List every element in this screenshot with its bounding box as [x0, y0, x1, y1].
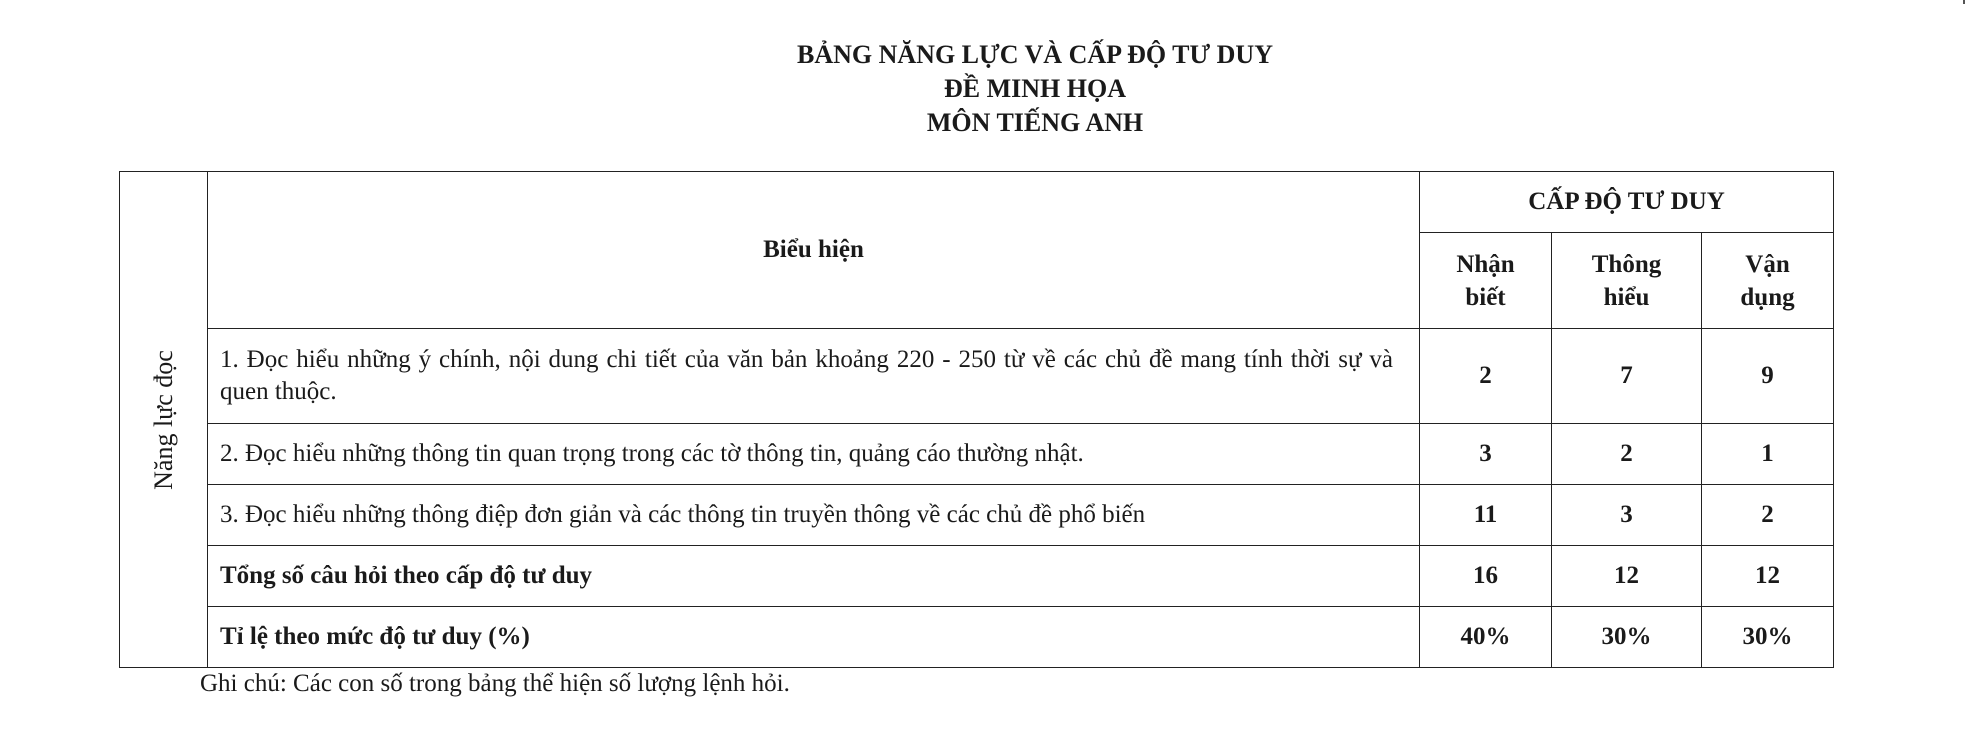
row-3-application: 2	[1702, 485, 1834, 546]
row-2-application: 1	[1702, 424, 1834, 485]
table-row	[120, 424, 1834, 485]
header-level-application-line1: Vận	[1745, 250, 1790, 278]
row-1-application: 9	[1702, 329, 1834, 424]
total-comprehension: 12	[1552, 546, 1702, 607]
title-line-3: MÔN TIẾNG ANH	[926, 108, 1144, 137]
header-level-application-line2: dụng	[1740, 283, 1795, 311]
ratio-comprehension: 30%	[1552, 607, 1702, 668]
header-level-comprehension-line2: hiểu	[1603, 283, 1650, 311]
header-expression: Biểu hiện	[208, 172, 1420, 329]
row-2-description: 2. Đọc hiểu những thông tin quan trọng trong các tờ thông tin, quảng cáo thường nhật.	[208, 424, 1420, 485]
scan-mark	[1963, 0, 1965, 4]
row-3-comprehension: 3	[1552, 485, 1702, 546]
table-row	[120, 329, 1834, 424]
row-2-recognition: 3	[1420, 424, 1552, 485]
header-level-recognition-line1: Nhận	[1456, 250, 1515, 278]
ratio-application: 30%	[1702, 607, 1834, 668]
header-row-1	[120, 172, 1834, 233]
total-row	[120, 546, 1834, 607]
row-1-description: 1. Đọc hiểu những ý chính, nội dung chi tiết của văn bản khoảng 220 - 250 từ về các chủ đề mang tính thời sự và quen thuộc.	[208, 329, 1420, 424]
total-label: Tổng số câu hỏi theo cấp độ tư duy	[208, 546, 1420, 607]
document-title	[0, 38, 1969, 140]
header-level-application	[1702, 233, 1834, 329]
ratio-recognition: 40%	[1420, 607, 1552, 668]
total-recognition: 16	[1420, 546, 1552, 607]
title-line-1: BẢNG NĂNG LỰC VÀ CẤP ĐỘ TƯ DUY	[797, 40, 1273, 69]
footnote: Ghi chú: Các con số trong bảng thể hiện số lượng lệnh hỏi.	[200, 670, 790, 697]
side-label-cell	[120, 172, 208, 668]
header-level-recognition	[1420, 233, 1552, 329]
side-label: Năng lực đọc	[148, 349, 178, 490]
row-3-recognition: 11	[1420, 485, 1552, 546]
header-level-group: CẤP ĐỘ TƯ DUY	[1420, 172, 1834, 233]
table-row	[120, 485, 1834, 546]
row-1-comprehension: 7	[1552, 329, 1702, 424]
row-2-comprehension: 2	[1552, 424, 1702, 485]
ratio-row	[120, 607, 1834, 668]
row-1-recognition: 2	[1420, 329, 1552, 424]
header-level-comprehension	[1552, 233, 1702, 329]
header-level-recognition-line2: biết	[1465, 283, 1506, 311]
row-3-description: 3. Đọc hiểu những thông điệp đơn giản và các thông tin truyền thông về các chủ đề phổ biến	[208, 485, 1420, 546]
total-application: 12	[1702, 546, 1834, 607]
ratio-label: Tỉ lệ theo mức độ tư duy (%)	[208, 607, 1420, 668]
title-line-2: ĐỀ MINH HỌA	[944, 74, 1126, 103]
competency-table	[119, 171, 1834, 668]
header-level-comprehension-line1: Thông	[1591, 250, 1662, 278]
